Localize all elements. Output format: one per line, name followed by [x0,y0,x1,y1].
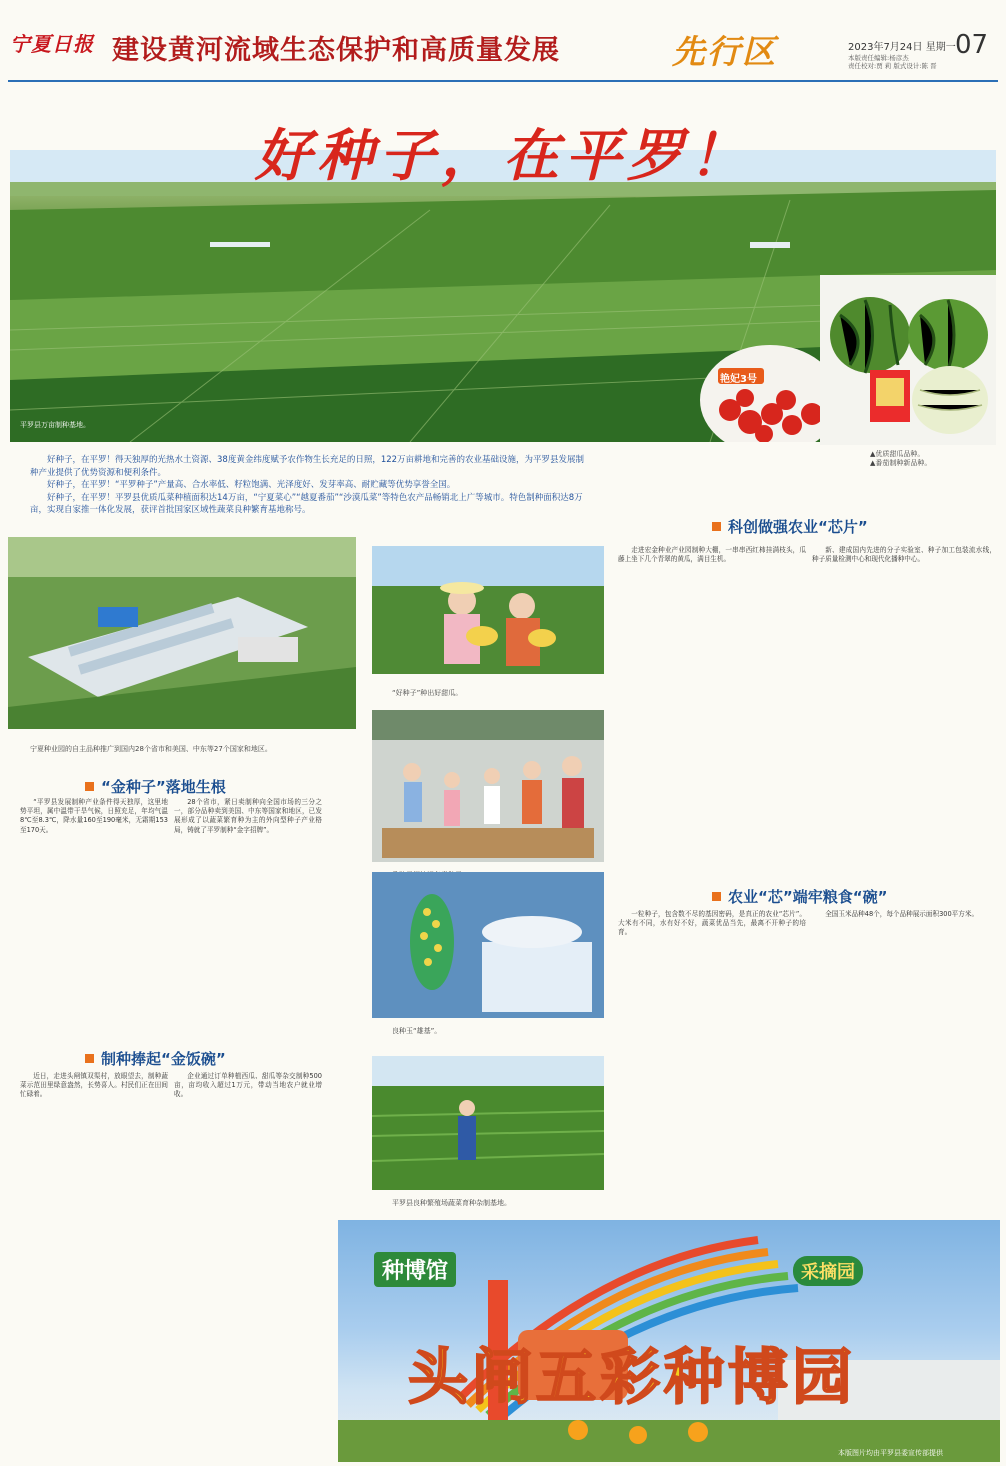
grain-bowl-column-2 [812,910,996,1210]
photo-credit: 本版图片均由平罗县委宣传部提供 [838,1449,943,1457]
seed-products-caption: ▲优质甜瓜品种。 ▲番茄制种新品种。 [870,450,932,467]
melon-harvest-caption: “好种子”种出好甜瓜。 [392,689,463,697]
issue-date: 2023年7月24日 星期一 [848,42,956,53]
section-title-core-tech [712,516,868,537]
golden-seed-column-1 [20,798,168,1034]
body-paragraph: 企业通过订单种植西瓜、甜瓜等杂交制种500亩，亩均收入超过1万元，带动当地农户就业增收。 [174,1072,322,1099]
editor-credits [848,54,953,70]
melon-illustration [820,275,996,445]
body-paragraph: 28个省市，紧日卖制种向全国市场的三分之一，部分品种卖到美国、中东等国家和地区，已发展形成了以蔬菜繁育种为主的外向型种子产业格局，铸就了平罗制种“金字招牌”。 [174,798,322,834]
golden-seed-column-2 [174,798,322,1034]
section-marker [85,1054,94,1063]
body-paragraph: “平罗县发展制种产业条件得天独厚，这里地势平坦，属中温带干旱气候，日照充足，年均气温8℃至8.3℃，降水量160至190毫米，无霜期153至170天。 [20,798,168,834]
hero-caption: 平罗县万亩制种基地。 [20,421,90,429]
section-title-golden-seed [85,776,226,797]
seed-education-photo [372,710,604,862]
body-paragraph: 近日，走进头闸镇双渠村，放眼望去，制种蔬菜示范田里绿意盎然，长势喜人。村民们正在田间忙碌着。 [20,1072,168,1099]
tomato-illustration [700,330,840,442]
seed-education-illustration [372,710,604,862]
intro-lead [30,454,590,517]
section-title-text: 农业“芯”端牢粮食“碗” [728,888,888,906]
section-title-text: 科创做强农业“芯片” [728,518,868,536]
signage-seed-museum: 种博馆 [374,1252,456,1287]
melon-photo [820,275,996,445]
signage-picking-garden: 采摘园 [793,1256,863,1286]
section-title-text: 制种捧起“金饭碗” [101,1050,226,1068]
seed-expo-park-photo [338,1220,1000,1462]
section-marker [85,782,94,791]
corn-seed-photo [372,872,604,1018]
corn-seed-caption: 良种玉“雄基”。 [392,1027,442,1035]
core-tech-column-1 [618,546,806,878]
section-title-golden-bowl [85,1048,226,1069]
intro-paragraph: 好种子，在平罗！“平罗种子”产量高、合水率低、籽粒饱满、光泽度好、发芽率高、耐贮藏等优势享誉全国。 [47,480,456,491]
golden-bowl-column-1 [20,1072,168,1458]
section-title-grain-bowl [712,886,887,907]
page-number: 07 [955,30,989,60]
breeding-field-caption: 平罗县良种繁殖场蔬菜育种杂制基地。 [392,1199,511,1207]
breeding-field-photo [372,1056,604,1190]
body-paragraph: 全国玉米品种48个，每个品种展示面积300平方米。 [825,910,979,918]
section-marker [712,522,721,531]
body-paragraph: 走进宏金种业产业园制种大棚，一串串西红柿挂满枝头，瓜藤上坐下几个青翠的黄瓜，满目生机。 [618,546,806,564]
core-tech-column-2 [812,546,996,878]
masthead-title: 建设黄河流域生态保护和高质量发展 [112,35,560,66]
body-paragraph: 新、建成国内先进的分子实验室、种子加工包装流水线，种子质量检测中心和现代化播种中心。 [812,546,996,564]
corn-seed-illustration [372,872,604,1018]
masthead-zone-title: 先行区 [672,32,777,71]
seed-park-aerial-photo [8,537,356,729]
intro-paragraph: 好种子，在平罗！平罗县优质瓜菜种植面积达14万亩，“宁夏菜心”“越夏番茄”“沙漠瓜菜”等特色农产品畅销北上广等城市。特色制种面积达8万亩，实现自家推一体化发展，获评首批国家区域性蔬菜良种繁育基地称号。 [30,492,583,516]
newspaper-logo: 宁夏日报 [10,32,94,56]
masthead-rule [8,80,998,82]
main-title: 好种子，在平罗！ [255,123,751,189]
melon-harvest-photo [372,546,604,674]
section-marker [712,892,721,901]
melon-harvest-illustration [372,546,604,674]
tomato-sign: 艳妃3号 [720,374,757,385]
grain-bowl-column-1 [618,910,806,1210]
seed-park-illustration [8,537,356,729]
body-paragraph: 一粒种子，包含数不尽的基因密码，是真正的农业“芯片”。大米有不同，水有好不好，蔬菜优品当先，最离不开种子的培育。 [618,910,806,937]
breeding-field-illustration [372,1056,604,1190]
golden-bowl-column-2 [174,1072,322,1458]
aerial-caption: 宁夏种业园的自主品种推广到国内28个省市和美国、中东等27个国家和地区。 [30,745,272,753]
intro-paragraph: 好种子，在平罗！得天独厚的光热水土资源、38度黄金纬度赋予农作物生长充足的日照，122万亩耕地和完善的农业基础设施，为平罗县发展制种产业提供了优势资源和便利条件。 [30,455,585,478]
section-title-text: “金种子”落地生根 [101,778,226,796]
banner-title: 头闸五彩种博园 [408,1343,856,1413]
tomato-photo [700,330,840,442]
editor-line: 本版责任编辑:杨彦杰 [848,54,909,62]
editor-line: 责任校对:贾 莉 版式设计:陈 晋 [848,62,937,70]
